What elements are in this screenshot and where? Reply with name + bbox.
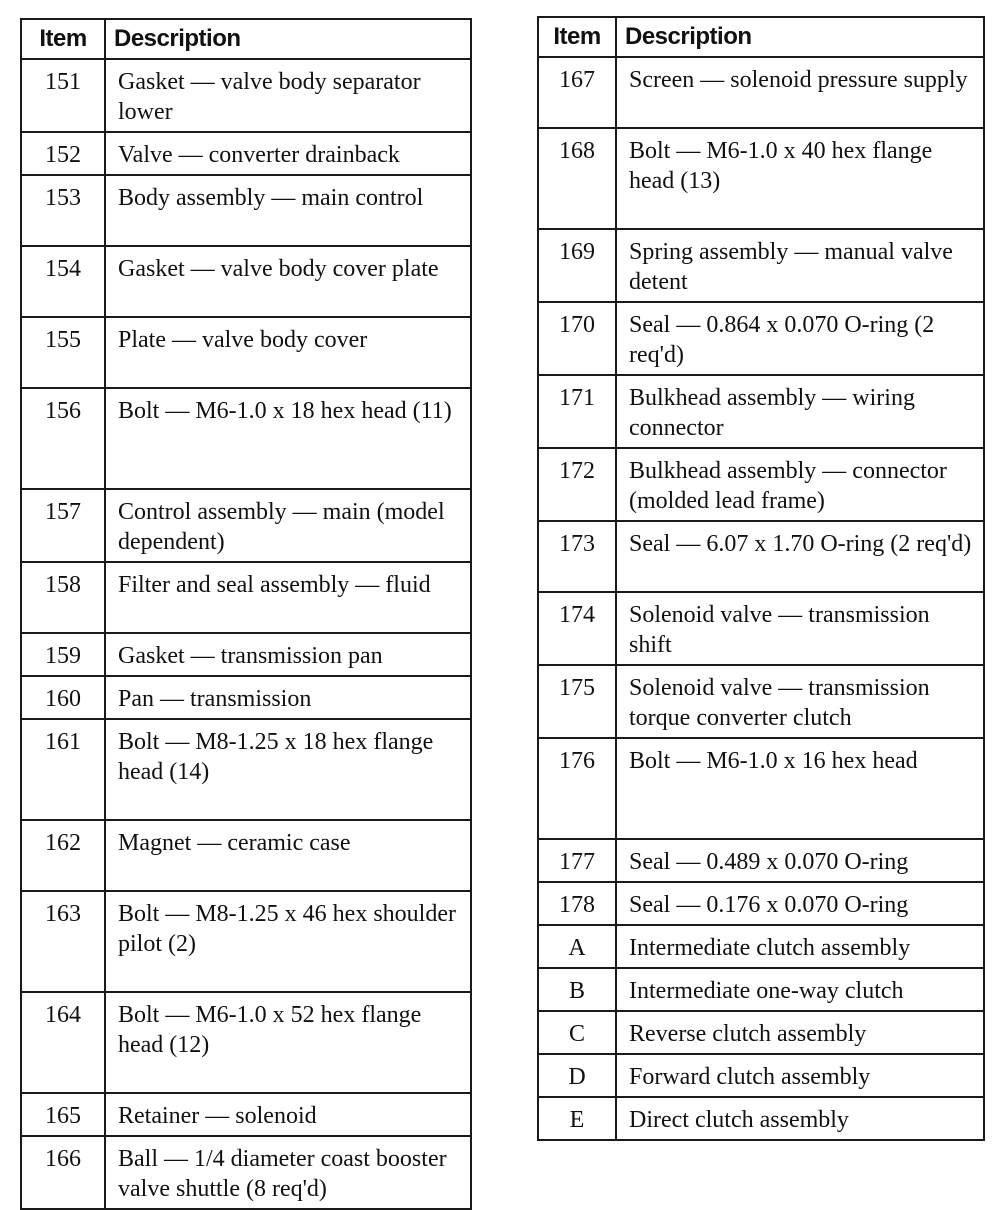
item-number: 175	[538, 665, 616, 738]
item-description: Gasket — valve body cover plate	[105, 246, 471, 317]
item-number: 162	[21, 820, 105, 891]
item-number: 151	[21, 59, 105, 132]
item-number: D	[538, 1054, 616, 1097]
item-description: Control assembly — main (model dependent)	[105, 489, 471, 562]
table-row	[538, 229, 984, 302]
table-row	[538, 1097, 984, 1140]
item-number: 165	[21, 1093, 105, 1136]
item-description: Filter and seal assembly — fluid	[105, 562, 471, 633]
table-row	[538, 521, 984, 592]
table-row	[538, 839, 984, 882]
table-row	[21, 132, 471, 175]
parts-table-right	[537, 16, 985, 1141]
item-number: 163	[21, 891, 105, 992]
table-row	[21, 1093, 471, 1136]
table-row	[21, 1136, 471, 1209]
item-number: 158	[21, 562, 105, 633]
item-number: A	[538, 925, 616, 968]
item-description: Seal — 6.07 x 1.70 O-ring (2 req'd)	[616, 521, 984, 592]
item-description: Bolt — M8-1.25 x 46 hex shoulder pilot (2)	[105, 891, 471, 992]
table-row	[21, 175, 471, 246]
item-number: 153	[21, 175, 105, 246]
item-description: Ball — 1/4 diameter coast booster valve shuttle (8 req'd)	[105, 1136, 471, 1209]
table-row	[21, 676, 471, 719]
table-row	[538, 1011, 984, 1054]
item-description: Intermediate clutch assembly	[616, 925, 984, 968]
item-number: 177	[538, 839, 616, 882]
header-row	[21, 19, 471, 59]
header-item: Item	[538, 17, 616, 57]
item-description: Seal — 0.864 x 0.070 O-ring (2 req'd)	[616, 302, 984, 375]
item-number: 164	[21, 992, 105, 1093]
table-row	[21, 388, 471, 489]
item-number: 178	[538, 882, 616, 925]
item-description: Screen — solenoid pressure supply	[616, 57, 984, 128]
parts-table-left	[20, 18, 472, 1210]
item-description: Bulkhead assembly — connector (molded lead frame)	[616, 448, 984, 521]
item-number: C	[538, 1011, 616, 1054]
header-row	[538, 17, 984, 57]
item-description: Forward clutch assembly	[616, 1054, 984, 1097]
item-number: 159	[21, 633, 105, 676]
item-description: Bulkhead assembly — wiring connector	[616, 375, 984, 448]
item-number: 176	[538, 738, 616, 839]
item-number: 161	[21, 719, 105, 820]
item-description: Seal — 0.489 x 0.070 O-ring	[616, 839, 984, 882]
item-number: 174	[538, 592, 616, 665]
item-description: Pan — transmission	[105, 676, 471, 719]
item-description: Valve — converter drainback	[105, 132, 471, 175]
item-number: 160	[21, 676, 105, 719]
item-description: Bolt — M8-1.25 x 18 hex flange head (14)	[105, 719, 471, 820]
table-body-left	[21, 59, 471, 1209]
table-row	[538, 128, 984, 229]
item-number: 156	[21, 388, 105, 489]
table-row	[538, 738, 984, 839]
item-description: Intermediate one-way clutch	[616, 968, 984, 1011]
table-body-right	[538, 57, 984, 1140]
header-description: Description	[616, 17, 984, 57]
table-row	[538, 925, 984, 968]
item-number: 168	[538, 128, 616, 229]
item-description: Reverse clutch assembly	[616, 1011, 984, 1054]
item-description: Retainer — solenoid	[105, 1093, 471, 1136]
item-description: Bolt — M6-1.0 x 40 hex flange head (13)	[616, 128, 984, 229]
item-description: Magnet — ceramic case	[105, 820, 471, 891]
header-description: Description	[105, 19, 471, 59]
table-row	[21, 562, 471, 633]
table-row	[21, 633, 471, 676]
table-row	[21, 992, 471, 1093]
table-row	[538, 57, 984, 128]
item-number: 169	[538, 229, 616, 302]
item-description: Seal — 0.176 x 0.070 O-ring	[616, 882, 984, 925]
item-number: 155	[21, 317, 105, 388]
item-number: B	[538, 968, 616, 1011]
item-description: Gasket — transmission pan	[105, 633, 471, 676]
item-description: Bolt — M6-1.0 x 52 hex flange head (12)	[105, 992, 471, 1093]
item-description: Bolt — M6-1.0 x 18 hex head (11)	[105, 388, 471, 489]
item-number: 157	[21, 489, 105, 562]
item-number: 154	[21, 246, 105, 317]
table-row	[21, 59, 471, 132]
table-row	[538, 1054, 984, 1097]
item-number: E	[538, 1097, 616, 1140]
header-item: Item	[21, 19, 105, 59]
table-row	[538, 375, 984, 448]
table-row	[538, 448, 984, 521]
table-row	[538, 968, 984, 1011]
item-description: Spring assembly — manual valve detent	[616, 229, 984, 302]
item-number: 172	[538, 448, 616, 521]
table-row	[21, 317, 471, 388]
item-number: 152	[21, 132, 105, 175]
item-description: Plate — valve body cover	[105, 317, 471, 388]
item-description: Bolt — M6-1.0 x 16 hex head	[616, 738, 984, 839]
table-row	[21, 719, 471, 820]
table-row	[538, 665, 984, 738]
item-description: Solenoid valve — transmission shift	[616, 592, 984, 665]
item-number: 173	[538, 521, 616, 592]
table-row	[21, 820, 471, 891]
item-description: Solenoid valve — transmission torque converter clutch	[616, 665, 984, 738]
item-number: 166	[21, 1136, 105, 1209]
table-row	[21, 246, 471, 317]
table-row	[21, 891, 471, 992]
item-number: 167	[538, 57, 616, 128]
item-number: 170	[538, 302, 616, 375]
item-number: 171	[538, 375, 616, 448]
item-description: Direct clutch assembly	[616, 1097, 984, 1140]
table-row	[538, 592, 984, 665]
table-row	[21, 489, 471, 562]
table-row	[538, 882, 984, 925]
item-description: Gasket — valve body separator lower	[105, 59, 471, 132]
item-description: Body assembly — main control	[105, 175, 471, 246]
table-row	[538, 302, 984, 375]
